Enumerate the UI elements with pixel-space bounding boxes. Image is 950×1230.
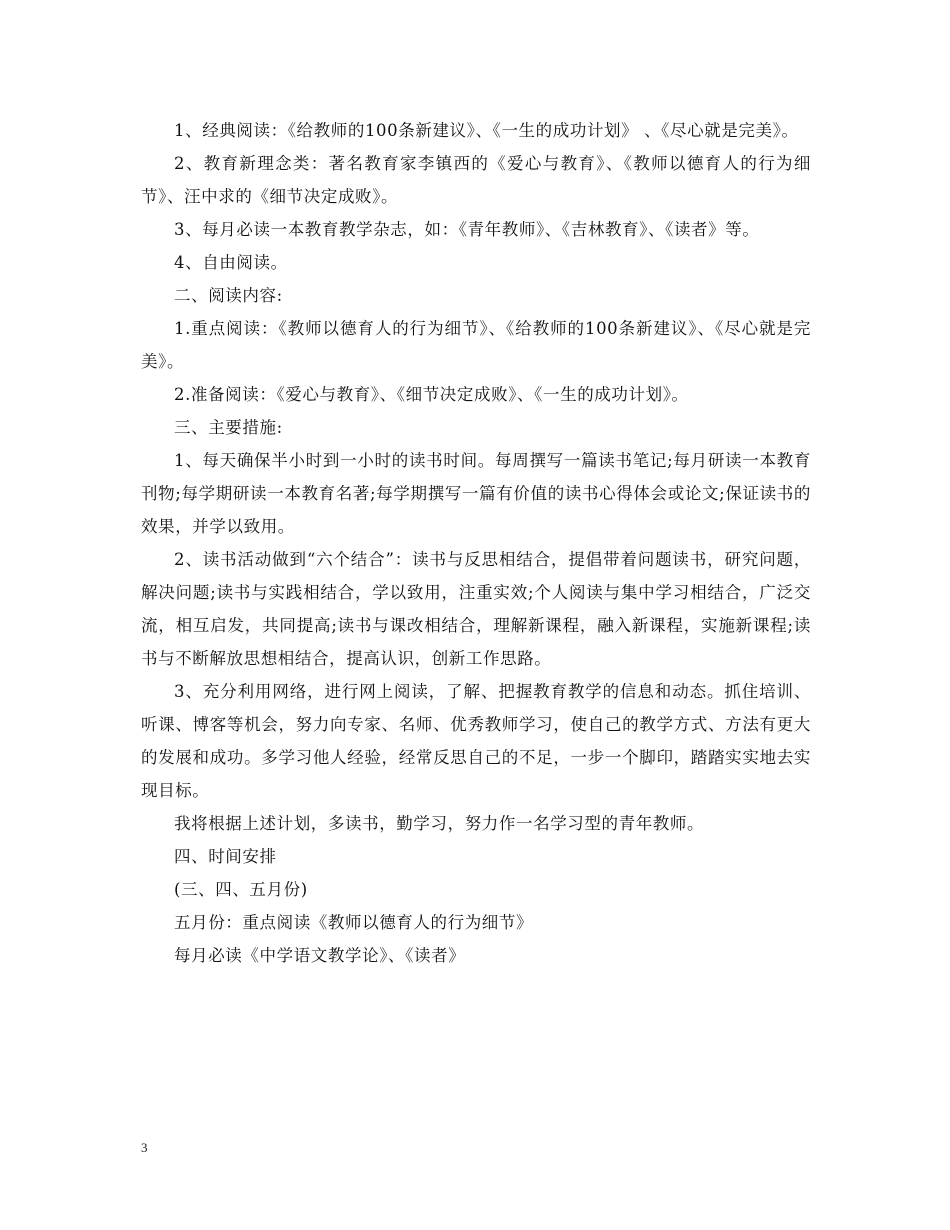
- paragraph-six-combinations: 2、读书活动做到“六个结合”：读书与反思相结合，提倡带着问题读书，研究问题，解决问题;读书与实践相结合，学以致用，注重实效;个人阅读与集中学习相结合，广泛交流，相互启发，共同提高;读书与课改相结合，理解新课程，融入新课程，实施新课程;读书与不断解放思想相结合，提高认识，创新工作思路。: [141, 550, 811, 668]
- paragraph-monthly-magazine: 3、每月必读一本教育教学杂志，如：《青年教师》、《吉林教育》、《读者》等。: [174, 220, 760, 239]
- paragraph-may-focus: 五月份：重点阅读《教师以德育人的行为细节》: [174, 913, 534, 932]
- paragraph-online-reading: 3、充分利用网络，进行网上阅读，了解、把握教育教学的信息和动态。抓住培训、听课、博客等机会，努力向专家、名师、优秀教师学习，使自己的教学方式、方法有更大的发展和成功。多学习他人经验，经常反思自己的不足，一步一个脚印，踏踏实实地去实现目标。: [141, 682, 811, 800]
- paragraph-free-reading: 4、自由阅读。: [174, 253, 288, 272]
- paragraph-classic-reading: 1、经典阅读：《给教师的100条新建议》、《一生的成功计划》 、《尽心就是完美》。: [174, 121, 799, 140]
- paragraph-monthly-required: 每月必读《中学语文教学论》、《读者》: [174, 946, 466, 965]
- paragraph-commitment: 我将根据上述计划，多读书，勤学习，努力作一名学习型的青年教师。: [174, 814, 705, 833]
- paragraph-daily-reading: 1、每天确保半小时到一小时的读书时间。每周撰写一篇读书笔记;每月研读一本教育刊物;每学期研读一本教育名著;每学期撰写一篇有价值的读书心得体会或论文;保证读书的效果，并学以致用。: [141, 451, 811, 536]
- heading-main-measures: 三、主要措施:: [174, 418, 283, 437]
- paragraph-months: (三、四、五月份): [174, 880, 308, 899]
- heading-reading-content: 二、阅读内容:: [174, 286, 283, 305]
- paragraph-new-ideas: 2、教育新理念类：著名教育家李镇西的《爱心与教育》、《教师以德育人的行为细节》、汪中求的《细节决定成败》。: [141, 154, 811, 206]
- heading-time-arrangement: 四、时间安排: [174, 847, 277, 866]
- paragraph-prepared-reading: 2.准备阅读：《爱心与教育》、《细节决定成败》、《一生的成功计划》。: [174, 385, 689, 404]
- document-body: [141, 114, 811, 972]
- page-number: 3: [141, 1140, 148, 1155]
- paragraph-key-reading: 1.重点阅读：《教师以德育人的行为细节》、《给教师的100条新建议》、《尽心就是完美》。: [141, 319, 811, 371]
